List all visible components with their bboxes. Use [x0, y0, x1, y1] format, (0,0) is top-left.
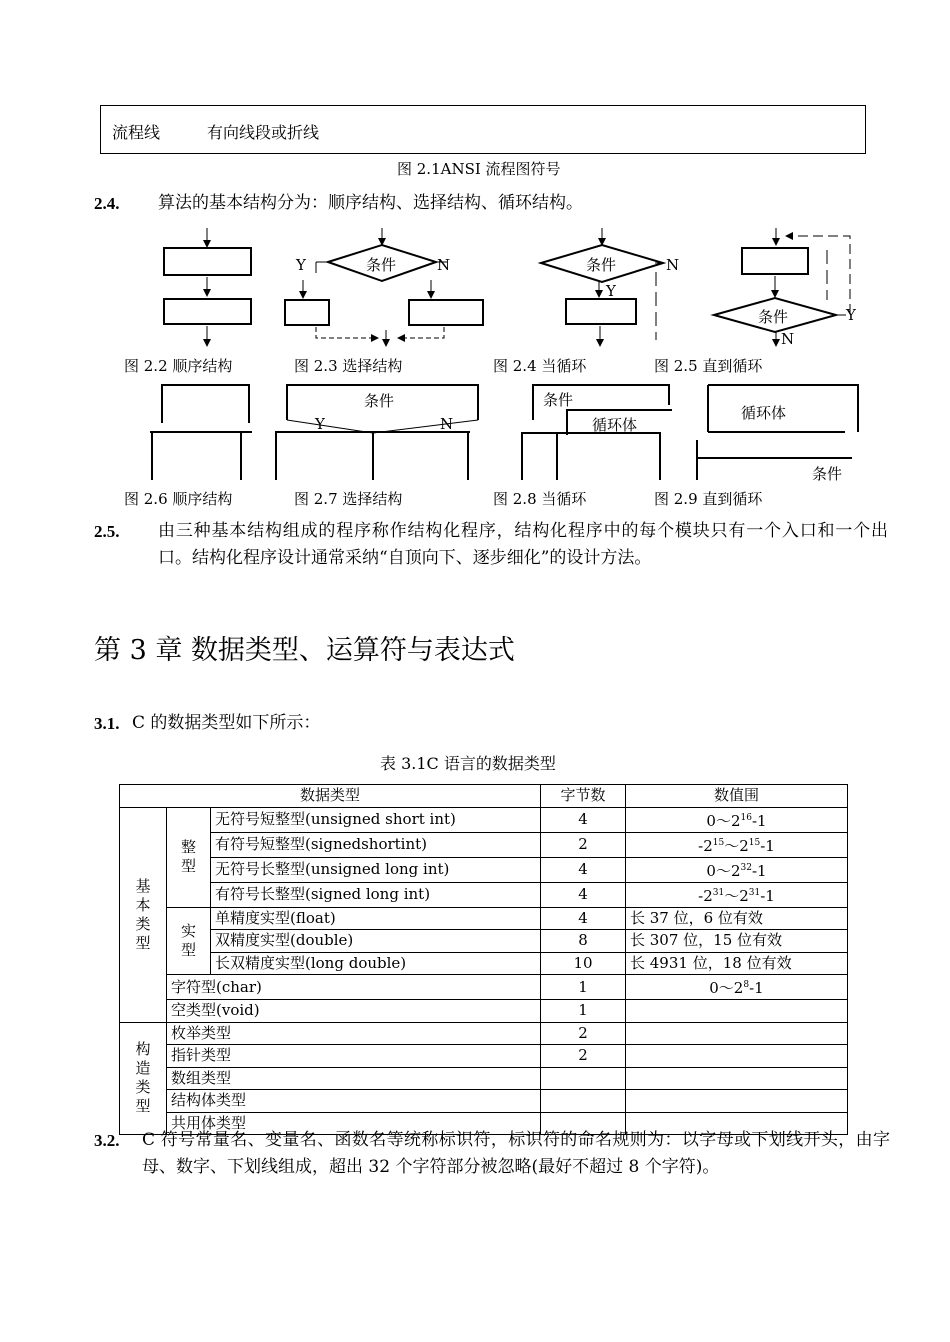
- type-cell: 有符号短整型(signedshortint): [211, 832, 541, 857]
- bytes-cell: 1: [541, 975, 626, 1000]
- section-2-5: [94, 518, 894, 572]
- figure-2-1-caption: 图 2.1ANSI 流程图符号: [397, 160, 561, 178]
- bytes-cell: 2: [541, 1045, 626, 1068]
- no-label-2-7: N: [440, 415, 454, 433]
- bytes-cell: 1: [541, 1000, 626, 1023]
- yes-label-2-3: Y: [296, 256, 306, 274]
- flow-line-desc: 有向线段或折线: [207, 123, 320, 142]
- bytes-cell: [541, 1067, 626, 1090]
- type-cell: 空类型(void): [167, 1000, 541, 1023]
- loop-body-label-2-8: 循环体: [592, 416, 638, 434]
- cond-label-2-5: 条件: [758, 308, 789, 326]
- bytes-cell: 8: [541, 930, 626, 953]
- loop-body-label-2-9: 循环体: [741, 404, 787, 422]
- group-label: 整型: [180, 838, 196, 875]
- figure-2-6-caption: 图 2.6 顺序结构: [124, 490, 233, 508]
- figure-2-8-caption: 图 2.8 当循环: [493, 490, 587, 508]
- range-part: -1: [751, 811, 767, 830]
- bytes-cell: 2: [541, 832, 626, 857]
- section-text: C 符号常量名、变量名、函数名等统称标识符，标识符的命名规则为：以字母或下划线开头，由字母、数字、下划线组成，超出 32 个字符部分被忽略(最好不超过 8 个字符)。: [142, 1130, 890, 1177]
- figure-2-4-caption: 图 2.4 当循环: [493, 357, 587, 375]
- integer-group: [167, 807, 211, 907]
- group-label: 基本类型: [135, 876, 151, 952]
- basic-types-group: [120, 807, 167, 1022]
- table-header-row: [120, 785, 848, 808]
- yes-label-2-7: Y: [315, 415, 325, 433]
- section-number: 2.5.: [94, 522, 120, 541]
- range-part: -1: [760, 836, 775, 855]
- range-cell: [626, 832, 848, 857]
- section-number: 2.4.: [94, 194, 120, 213]
- bytes-cell: 4: [541, 857, 626, 882]
- table-row: [120, 1067, 848, 1090]
- figure-2-2-caption: 图 2.2 顺序结构: [124, 357, 233, 375]
- range-part: -1: [749, 979, 764, 997]
- section-text: 由三种基本结构组成的程序称作结构化程序，结构化程序中的每个模块只有一个入口和一个出口。结构化程序设计通常采纳“自顶向下、逐步细化”的设计方法。: [158, 521, 888, 568]
- type-cell: 共用体类型: [167, 1112, 541, 1135]
- range-part: ～2: [724, 836, 749, 855]
- cond-label-2-8: 条件: [543, 391, 574, 409]
- header-cell: 字节数: [541, 785, 626, 808]
- type-cell: 单精度实型(float): [211, 907, 541, 930]
- type-cell: 双精度实型(double): [211, 930, 541, 953]
- type-cell: 无符号长整型(unsigned long int): [211, 857, 541, 882]
- data-types-table: [119, 784, 848, 1135]
- type-cell: 指针类型: [167, 1045, 541, 1068]
- range-part: 0～2: [709, 979, 744, 997]
- range-exp: 31: [712, 887, 725, 898]
- table-row: [120, 832, 848, 857]
- section-3-1: [94, 710, 894, 737]
- figure-2-7-caption: 图 2.7 选择结构: [294, 490, 403, 508]
- yes-label-2-4: Y: [606, 282, 616, 300]
- range-cell: [626, 1067, 848, 1090]
- range-cell: [626, 857, 848, 882]
- section-number: 3.2.: [94, 1131, 120, 1150]
- type-cell: 数组类型: [167, 1067, 541, 1090]
- yes-label-2-5: Y: [846, 306, 856, 324]
- range-exp: 16: [740, 812, 752, 823]
- figure-2-3-caption: 图 2.3 选择结构: [294, 357, 403, 375]
- type-cell: 有符号长整型(signed long int): [211, 882, 541, 907]
- table-row: [120, 930, 848, 953]
- cond-label-2-9: 条件: [812, 465, 843, 483]
- table-row: [120, 952, 848, 975]
- range-exp: 8: [743, 980, 750, 990]
- type-cell: 结构体类型: [167, 1090, 541, 1113]
- range-cell: [626, 1000, 848, 1023]
- range-exp: 31: [748, 887, 761, 898]
- bytes-cell: 10: [541, 952, 626, 975]
- range-exp: 15: [712, 837, 725, 848]
- header-cell: 数值围: [626, 785, 848, 808]
- real-group: [167, 907, 211, 975]
- type-cell: 无符号短整型(unsigned short int): [211, 807, 541, 832]
- bytes-cell: 2: [541, 1022, 626, 1045]
- section-text: C 的数据类型如下所示：: [132, 713, 321, 733]
- table-row: [120, 1045, 848, 1068]
- cond-label-2-3: 条件: [366, 256, 397, 274]
- figure-2-5-caption: 图 2.5 直到循环: [654, 357, 763, 375]
- table-caption: 表 3.1C 语言的数据类型: [380, 754, 556, 773]
- cond-label-2-7: 条件: [364, 392, 395, 410]
- table-row: [120, 975, 848, 1000]
- range-cell: [626, 1090, 848, 1113]
- table-row: [120, 1022, 848, 1045]
- range-exp: 32: [740, 862, 752, 873]
- bytes-cell: 4: [541, 882, 626, 907]
- table-row: [120, 1000, 848, 1023]
- range-cell: [626, 975, 848, 1000]
- table-row: [120, 907, 848, 930]
- group-label: 构造类型: [135, 1040, 151, 1116]
- figure-2-9-caption: 图 2.9 直到循环: [654, 490, 763, 508]
- no-label-2-3: N: [437, 256, 451, 274]
- group-label: 实型: [180, 921, 196, 959]
- range-part: -1: [751, 861, 767, 880]
- section-number: 3.1.: [94, 714, 120, 733]
- type-cell: 字符型(char): [167, 975, 541, 1000]
- range-part: 0～2: [706, 811, 741, 830]
- table-row: [120, 1090, 848, 1113]
- chapter-heading: 第 3 章 数据类型、运算符与表达式: [94, 635, 515, 666]
- bytes-cell: [541, 1090, 626, 1113]
- range-part: 0～2: [706, 861, 741, 880]
- range-cell: 长 4931 位，18 位有效: [626, 952, 848, 975]
- table-row: [120, 807, 848, 832]
- range-exp: 15: [748, 837, 761, 848]
- range-part: -1: [760, 886, 775, 905]
- type-cell: 长双精度实型(long double): [211, 952, 541, 975]
- range-part: -2: [698, 886, 713, 905]
- no-label-2-5: N: [781, 330, 795, 348]
- flow-line-label: 流程线: [112, 123, 161, 142]
- cond-label-2-4: 条件: [586, 256, 617, 274]
- range-part: -2: [698, 836, 713, 855]
- header-cell: 数据类型: [120, 785, 541, 808]
- section-text: 算法的基本结构分为：顺序结构、选择结构、循环结构。: [158, 193, 583, 213]
- table-row: [120, 882, 848, 907]
- range-cell: [626, 1022, 848, 1045]
- range-part: ～2: [724, 886, 749, 905]
- bytes-cell: 4: [541, 807, 626, 832]
- table-row: [120, 857, 848, 882]
- section-3-2: [94, 1127, 894, 1181]
- type-cell: 枚举类型: [167, 1022, 541, 1045]
- range-cell: [626, 1045, 848, 1068]
- no-label-2-4: N: [666, 256, 680, 274]
- constructed-types-group: [120, 1022, 167, 1135]
- range-cell: 长 37 位，6 位有效: [626, 907, 848, 930]
- range-cell: [626, 882, 848, 907]
- range-cell: 长 307 位，15 位有效: [626, 930, 848, 953]
- range-cell: [626, 807, 848, 832]
- bytes-cell: 4: [541, 907, 626, 930]
